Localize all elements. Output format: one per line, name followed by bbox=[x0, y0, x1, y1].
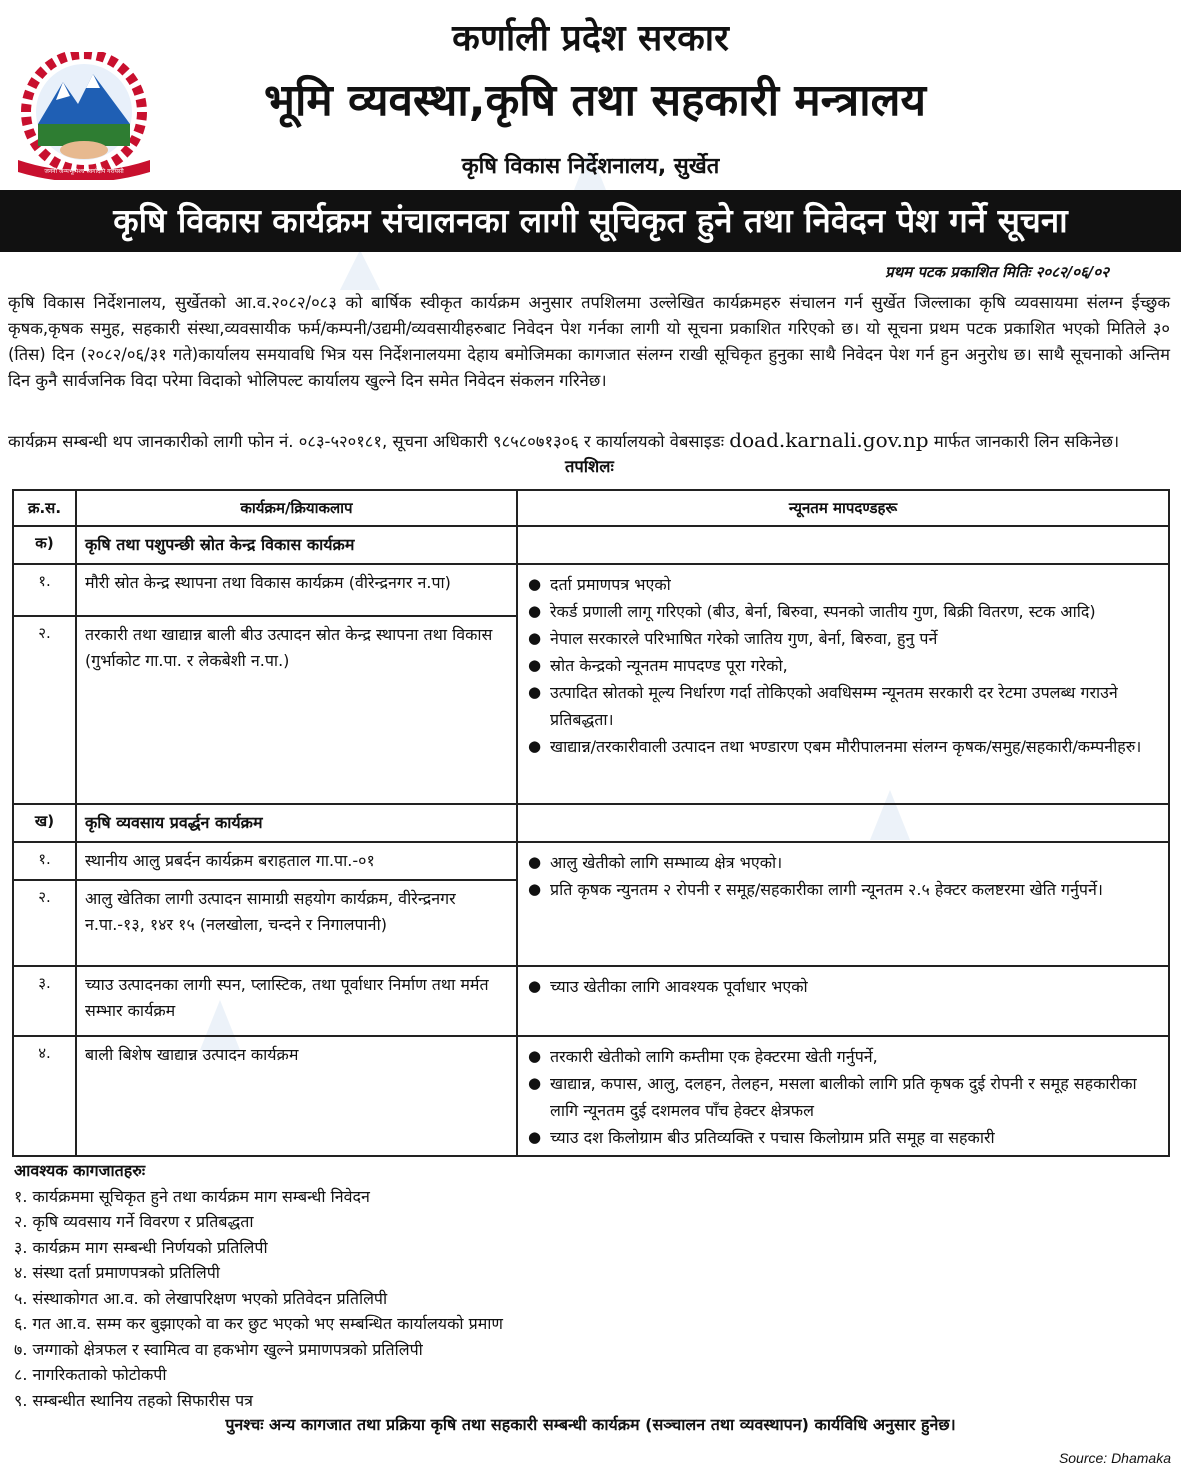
criteria-item: ● प्रति कृषक न्युनतम २ रोपनी र समूह/सहकारीका लागी न्यूनतम २.५ हेक्टर कलष्टरमा खेति गर्नुपर्ने। bbox=[526, 876, 1160, 903]
criteria-item: ● स्रोत केन्द्रको न्यूनतम मापदण्ड पूरा गरेको, bbox=[526, 652, 1160, 679]
list-item: ३. कार्यक्रम माग सम्बन्धी निर्णयको प्रतिलिपी bbox=[14, 1237, 268, 1257]
section-a-sn: क) bbox=[13, 526, 76, 564]
potato-criteria bbox=[517, 842, 1169, 966]
ministry-title: भूमि व्यवस्था,कृषि तथा सहकारी मन्त्रालय bbox=[264, 75, 926, 126]
criteria-item: ● तरकारी खेतीको लागि कम्तीमा एक हेक्टरमा खेती गर्नुपर्ने, bbox=[526, 1043, 1160, 1070]
list-item: ५. संस्थाकोगत आ.व. को लेखापरिक्षण भएको प्रतिवेदन प्रतिलिपी bbox=[14, 1288, 388, 1308]
col-header-sn: क्र.स. bbox=[13, 490, 76, 526]
col-header-program: कार्यक्रम/क्रियाकलाप bbox=[76, 490, 517, 526]
government-title: कर्णाली प्रदेश सरकार bbox=[452, 18, 729, 59]
section-b-title: कृषि व्यवसाय प्रवर्द्धन कार्यक्रम bbox=[76, 804, 517, 842]
crop-criteria bbox=[517, 1036, 1169, 1156]
directorate-title: कृषि विकास निर्देशनालय, सुर्खेत bbox=[461, 154, 720, 179]
list-item: ६. गत आ.व. सम्म कर बुझाएको वा कर छुट भएको भए सम्बन्धित कार्यालयको प्रमाण bbox=[14, 1314, 503, 1333]
table-header-row bbox=[13, 490, 1169, 526]
criteria-item: ● खाद्यान्न/तरकारीवाली उत्पादन तथा भण्डारण एबम मौरीपालनमा संलग्न कृषक/समुह/सहकारी/कम्पनीहरु। bbox=[526, 733, 1160, 760]
criteria-item: ● खाद्यान्न, कपास, आलु, दलहन, तेलहन, मसला बालीको लागि प्रति कृषक दुई रोपनी र समूह सहकारीका लागि न्यूनतम दुई दशमलव पाँच हेक्टर क्षेत्रफल bbox=[526, 1070, 1160, 1124]
intro-paragraph bbox=[8, 290, 1170, 394]
row-program: स्थानीय आलु प्रबर्दन कार्यक्रम बराहताल गा.पा.-०१ bbox=[76, 842, 517, 880]
criteria-item: ● च्याउ खेतीका लागि आवश्यक पूर्वाधार भएको bbox=[526, 973, 1160, 1000]
list-item: २. कृषि व्यवसाय गर्ने विवरण र प्रतिबद्धता bbox=[14, 1212, 254, 1231]
list-item: ४. संस्था दर्ता प्रमाणपत्रको प्रतिलिपी bbox=[14, 1263, 220, 1282]
required-documents-title: आवश्यक कागजातहरुः bbox=[14, 1161, 146, 1180]
section-a-title: कृषि तथा पशुपन्छी स्रोत केन्द्र विकास कार्यक्रम bbox=[76, 526, 517, 564]
intro-text: कृषि विकास निर्देशनालय, सुर्खेतको आ.व.२०८२/०८३ को बार्षिक स्वीकृत कार्यक्रम अनुसार तपशिलमा उल्लेखित कार्यक्रमहरु संचालन गर्न सुर्खेत जिल्लाका कृषि व्यवसायमा संलग्न ईच्छुक कृषक,कृषक समुह, सहकारी संस्था,व्यवसायीक फर्म/कम्पनी/उद्यमी/व्यवसायीहरुबाट निवेदन पेश गर्नका लागी यो सूचना प्रकाशित गरिएको छ। यो सूचना प्रथम पटक प्रकाशित भएको मितिले ३० (तिस) दिन (२०८२/०६/३१ गते)कार्यालय समयावधि भित्र यस निर्देशनालयमा देहाय बमोजिमका कागजात संलग्न राखी सूचिकृत हुनुका साथै निवेदन पेश गर्न हुन अनुरोध छ। साथै सूचनाको अन्तिम दिन कुनै सार्वजनिक विदा परेमा विदाको भोलिपल्ट कार्यालय खुल्ने दिन समेत निवेदन संकलन गरिनेछ। bbox=[8, 293, 1170, 390]
contact-paragraph bbox=[8, 427, 1170, 455]
row-program: मौरी स्रोत केन्द्र स्थापना तथा विकास कार्यक्रम (वीरेन्द्रनगर न.पा) bbox=[76, 564, 517, 616]
section-a-row bbox=[13, 526, 1169, 564]
section-b-sn: ख) bbox=[13, 804, 76, 842]
row-sn: २. bbox=[13, 616, 76, 804]
criteria-item: ● च्याउ दश किलोग्राम बीउ प्रतिव्यक्ति र पचास किलोग्राम प्रति समूह वा सहकारी bbox=[526, 1124, 1160, 1151]
section-a-criteria-empty bbox=[517, 526, 1169, 564]
section-b-row bbox=[13, 804, 1169, 842]
emblem-caption: जननी जन्मभूमिश्च स्वर्गादपि गरीयसी bbox=[44, 168, 124, 175]
col-header-criteria: न्यूनतम मापदण्डहरू bbox=[517, 490, 1169, 526]
notice-banner: कृषि विकास कार्यक्रम संचालनका लागी सूचिकृत हुने तथा निवेदन पेश गर्ने सूचना bbox=[0, 190, 1181, 252]
row-program: बाली बिशेष खाद्यान्न उत्पादन कार्यक्रम bbox=[76, 1036, 517, 1156]
row-sn: ४. bbox=[13, 1036, 76, 1156]
list-item: ९. सम्बन्धीत स्थानिय तहको सिफारीस पत्र bbox=[14, 1390, 254, 1410]
criteria-item: ● रेकर्ड प्रणाली लागू गरिएको (बीउ, बेर्ना, बिरुवा, स्पनको जातीय गुण, बिक्री वितरण, स्टक आदि) bbox=[526, 598, 1160, 625]
list-item: ७. जग्गाको क्षेत्रफल र स्वामित्व वा हकभोग खुल्ने प्रमाणपत्रको प्रतिलिपी bbox=[14, 1339, 423, 1359]
source-credit: Source: Dhamaka bbox=[1058, 1450, 1171, 1466]
list-item: ८. नागरिकताको फोटोकपी bbox=[14, 1365, 167, 1384]
criteria-item: ● उत्पादित स्रोतको मूल्य निर्धारण गर्दा तोकिएको अवधिसम्म न्यूनतम सरकारी दर रेटमा उपलब्ध गराउने प्रतिबद्धता। bbox=[526, 679, 1160, 733]
postscript: पुनश्चः अन्य कागजात तथा प्रक्रिया कृषि तथा सहकारी सम्बन्धी कार्यक्रम (सञ्चालन तथा व्यवस्थापन) कार्यविधि अनुसार हुनेछ। bbox=[225, 1415, 956, 1434]
list-item: १. कार्यक्रममा सूचिकृत हुने तथा कार्यक्रम माग सम्बन्धी निवेदन bbox=[14, 1186, 370, 1206]
required-documents bbox=[14, 1158, 1164, 1413]
publication-date: प्रथम पटक प्रकाशित मितिः २०८२/०६/०२ bbox=[885, 263, 1109, 281]
contact-text-before: कार्यक्रम सम्बन्धी थप जानकारीको लागी फोन नं. ०८३-५२०१८१, सूचना अधिकारी ९८५८०७१३०६ र कार्यालयको वेबसाइडः bbox=[8, 432, 730, 451]
table-row bbox=[13, 1036, 1169, 1156]
contact-text-after: मार्फत जानकारी लिन सकिनेछ। bbox=[928, 432, 1120, 451]
row-sn: १. bbox=[13, 564, 76, 616]
criteria-item: ● दर्ता प्रमाणपत्र भएको bbox=[526, 571, 1160, 598]
schedule-label: तपशिलः bbox=[565, 457, 614, 476]
table-row bbox=[13, 842, 1169, 880]
table-row bbox=[13, 966, 1169, 1036]
criteria-item: ● नेपाल सरकारले परिभाषित गरेको जातिय गुण, बेर्ना, बिरुवा, हुनु पर्ने bbox=[526, 625, 1160, 652]
table-row bbox=[13, 564, 1169, 616]
header bbox=[0, 0, 1181, 190]
section-a-criteria bbox=[517, 564, 1169, 804]
criteria-item: ● आलु खेतीको लागि सम्भाव्य क्षेत्र भएको। bbox=[526, 849, 1160, 876]
section-b-criteria-empty bbox=[517, 804, 1169, 842]
mushroom-criteria bbox=[517, 966, 1169, 1036]
program-table bbox=[12, 489, 1170, 1157]
row-program: आलु खेतिका लागी उत्पादन सामाग्री सहयोग कार्यक्रम, वीरेन्द्रनगर न.पा.-१३, १४र १५ (नलखोला, चन्दने र निगालपानी) bbox=[76, 880, 517, 966]
website-link[interactable]: doad.karnali.gov.np bbox=[729, 428, 929, 452]
row-sn: ३. bbox=[13, 966, 76, 1036]
row-program: च्याउ उत्पादनका लागी स्पन, प्लास्टिक, तथा पूर्वाधार निर्माण तथा मर्मत सम्भार कार्यक्रम bbox=[76, 966, 517, 1036]
row-sn: २. bbox=[13, 880, 76, 966]
row-program: तरकारी तथा खाद्यान्न बाली बीउ उत्पादन स्रोत केन्द्र स्थापना तथा विकास (गुर्भाकोट गा.पा. र लेकबेशी न.पा.) bbox=[76, 616, 517, 804]
row-sn: १. bbox=[13, 842, 76, 880]
